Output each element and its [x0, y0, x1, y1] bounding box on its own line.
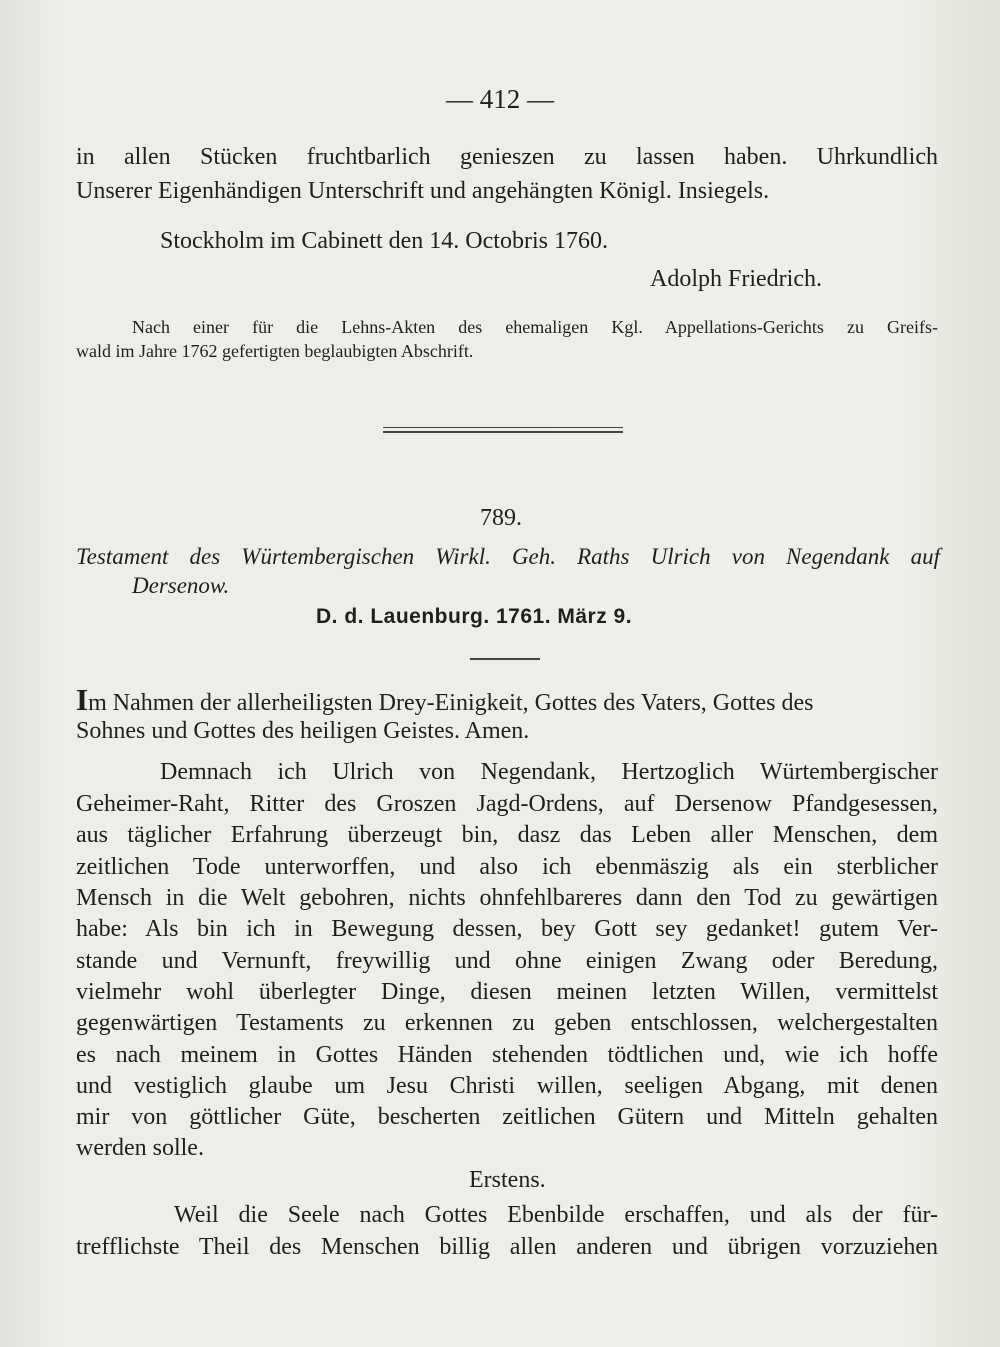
dateline: D. d. Lauenburg. 1761. März 9. — [316, 605, 633, 628]
paragraph-line: aus täglicher Erfahrung überzeugt bin, dasz das Leben aller Menschen, dem — [76, 822, 938, 848]
paragraph-line: zeitlichen Tode unterworffen, und also ich ebenmäszig als ein sterblicher — [76, 854, 938, 880]
paragraph-line: es nach meinem in Gottes Händen stehenden tödtlichen und, wie ich hoffe — [76, 1042, 938, 1068]
document-number: 789. — [480, 505, 522, 531]
document-title-line: Testament des Würtembergischen Wirkl. Geh. Raths Ulrich von Negendank auf — [76, 544, 940, 569]
place-date: Stockholm im Cabinett den 14. Octobris 1760. — [160, 228, 608, 254]
paragraph-line: gegenwärtigen Testaments zu erkennen zu geben entschlossen, welchergestalten — [76, 1010, 938, 1036]
paragraph-line: habe: Als bin ich in Bewegung dessen, bey Gott sey gedanket! gutem Ver- — [76, 916, 938, 942]
double-rule-top — [383, 427, 623, 428]
section-heading: Erstens. — [469, 1167, 546, 1193]
source-note-line: Nach einer für die Lehns-Akten des ehemaligen Kgl. Appellations-Gerichts zu Greifs- — [132, 317, 938, 337]
text-line: Unserer Eigenhändigen Unterschrift und angehängten Königl. Insiegels. — [76, 178, 770, 204]
text-line: in allen Stücken fruchtbarlich genieszen zu lassen haben. Uhrkundlich — [76, 144, 938, 170]
paragraph-line: trefflichste Theil des Menschen billig allen anderen und übrigen vorzuziehen — [76, 1234, 938, 1260]
intro-line — [76, 684, 940, 719]
document-title-line: Dersenow. — [132, 573, 230, 598]
paragraph-line: mir von göttlicher Güte, bescherten zeitlichen Gütern und Mitteln gehalten — [76, 1104, 938, 1130]
source-note-line: wald im Jahre 1762 gefertigten beglaubigten Abschrift. — [76, 341, 474, 361]
page-number: — 412 — — [446, 84, 554, 114]
paragraph-line: vielmehr wohl überlegter Dinge, diesen meinen letzten Willen, vermittelst — [76, 979, 938, 1005]
signature: Adolph Friedrich. — [650, 266, 822, 292]
intro-line: Sohnes und Gottes des heiligen Geistes. Amen. — [76, 718, 530, 744]
paragraph-line: Mensch in die Welt gebohren, nichts ohnfehlbareres dann den Tod zu gewärtigen — [76, 885, 938, 911]
paragraph-line: Demnach ich Ulrich von Negendank, Hertzoglich Würtembergischer — [160, 759, 938, 785]
initial-letter: I — [76, 682, 89, 717]
paragraph-line: Geheimer-Raht, Ritter des Groszen Jagd-Ordens, auf Dersenow Pfandgesessen, — [76, 791, 938, 817]
paragraph-line: und vestiglich glaube um Jesu Christi willen, seeligen Abgang, mit denen — [76, 1073, 938, 1099]
paragraph-line: stande und Vernunft, freywillig und ohne einigen Zwang oder Beredung, — [76, 948, 938, 974]
paragraph-line: werden solle. — [76, 1135, 204, 1161]
separator-rule — [470, 658, 540, 660]
paragraph-line: Weil die Seele nach Gottes Ebenbilde erschaffen, und als der für- — [174, 1202, 938, 1228]
double-rule-bottom — [383, 431, 623, 433]
intro-text: m Nahmen der allerheiligsten Drey-Einigkeit, Gottes des Vaters, Gottes des — [88, 690, 814, 716]
